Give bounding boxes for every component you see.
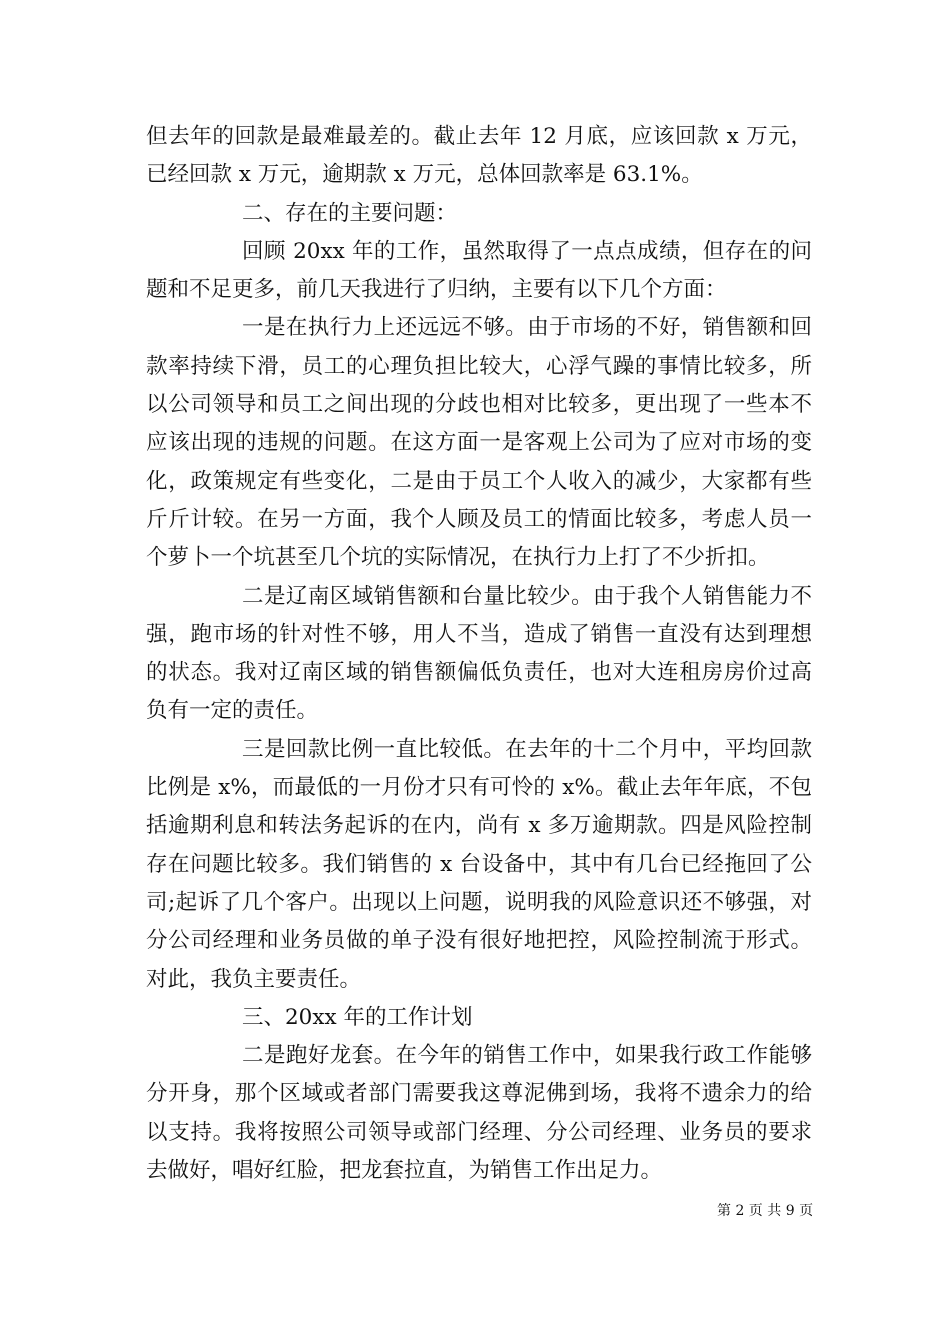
page-number-footer: 第 2 页 共 9 页 [717, 1203, 814, 1219]
paragraph-liaonan-sales: 二是辽南区域销售额和台量比较少。由于我个人销售能力不强，跑市场的针对性不够，用人不当，造成了销售一直没有达到理想的状态。我对辽南区域的销售额偏低负责任，也对大连租房房价过高负有一定的责任。 [146, 583, 812, 724]
paragraph-review: 回顾 20xx 年的工作，虽然取得了一点点成绩，但存在的问题和不足更多，前几天我进行了归纳，主要有以下几个方面： [146, 238, 812, 303]
section-heading-work-plan: 三、20xx 年的工作计划 [242, 1004, 473, 1030]
paragraph-execution: 一是在执行力上还远远不够。由于市场的不好，销售额和回款率持续下滑，员工的心理负担比较大，心浮气躁的事情比较多，所以公司领导和员工之间出现的分歧也相对比较多，更出现了一些本不应该出现的违规的问题。在这方面一是客观上公司为了应对市场的变化，政策规定有些变化，二是由于员工个人收入的减少，大家都有些斤斤计较。在另一方面，我个人顾及员工的情面比较多，考虑人员一个萝卜一个坑甚至几个坑的实际情况，在执行力上打了不少折扣。 [146, 315, 812, 571]
section-heading-problems: 二、存在的主要问题： [242, 200, 458, 226]
document-body [146, 118, 812, 1190]
paragraph-collection-summary: 但去年的回款是最难最差的。截止去年 12 月底，应该回款 x 万元，已经回款 x 万元，逾期款 x 万元，总体回款率是 63.1%。 [146, 124, 812, 188]
paragraph-collection-ratio: 三是回款比例一直比较低。在去年的十二个月中，平均回款比例是 x%，而最低的一月份才只有可怜的 x%。截止去年年底，不包括逾期利息和转法务起诉的在内，尚有 x 多万逾期款。四是风险控制存在问题比较多。我们销售的 x 台设备中，其中有几台已经拖回了公司;起诉了几个客户。出现以上问题，说明我的风险意识还不够强，对分公司经理和业务员做的单子没有很好地把控，风险控制流于形式。对此，我负主要责任。 [146, 736, 812, 992]
paragraph-support-role: 二是跑好龙套。在今年的销售工作中，如果我行政工作能够分开身，那个区域或者部门需要我这尊泥佛到场，我将不遗余力的给以支持。我将按照公司领导或部门经理、分公司经理、业务员的要求去做好，唱好红脸，把龙套拉直，为销售工作出足力。 [146, 1043, 812, 1184]
